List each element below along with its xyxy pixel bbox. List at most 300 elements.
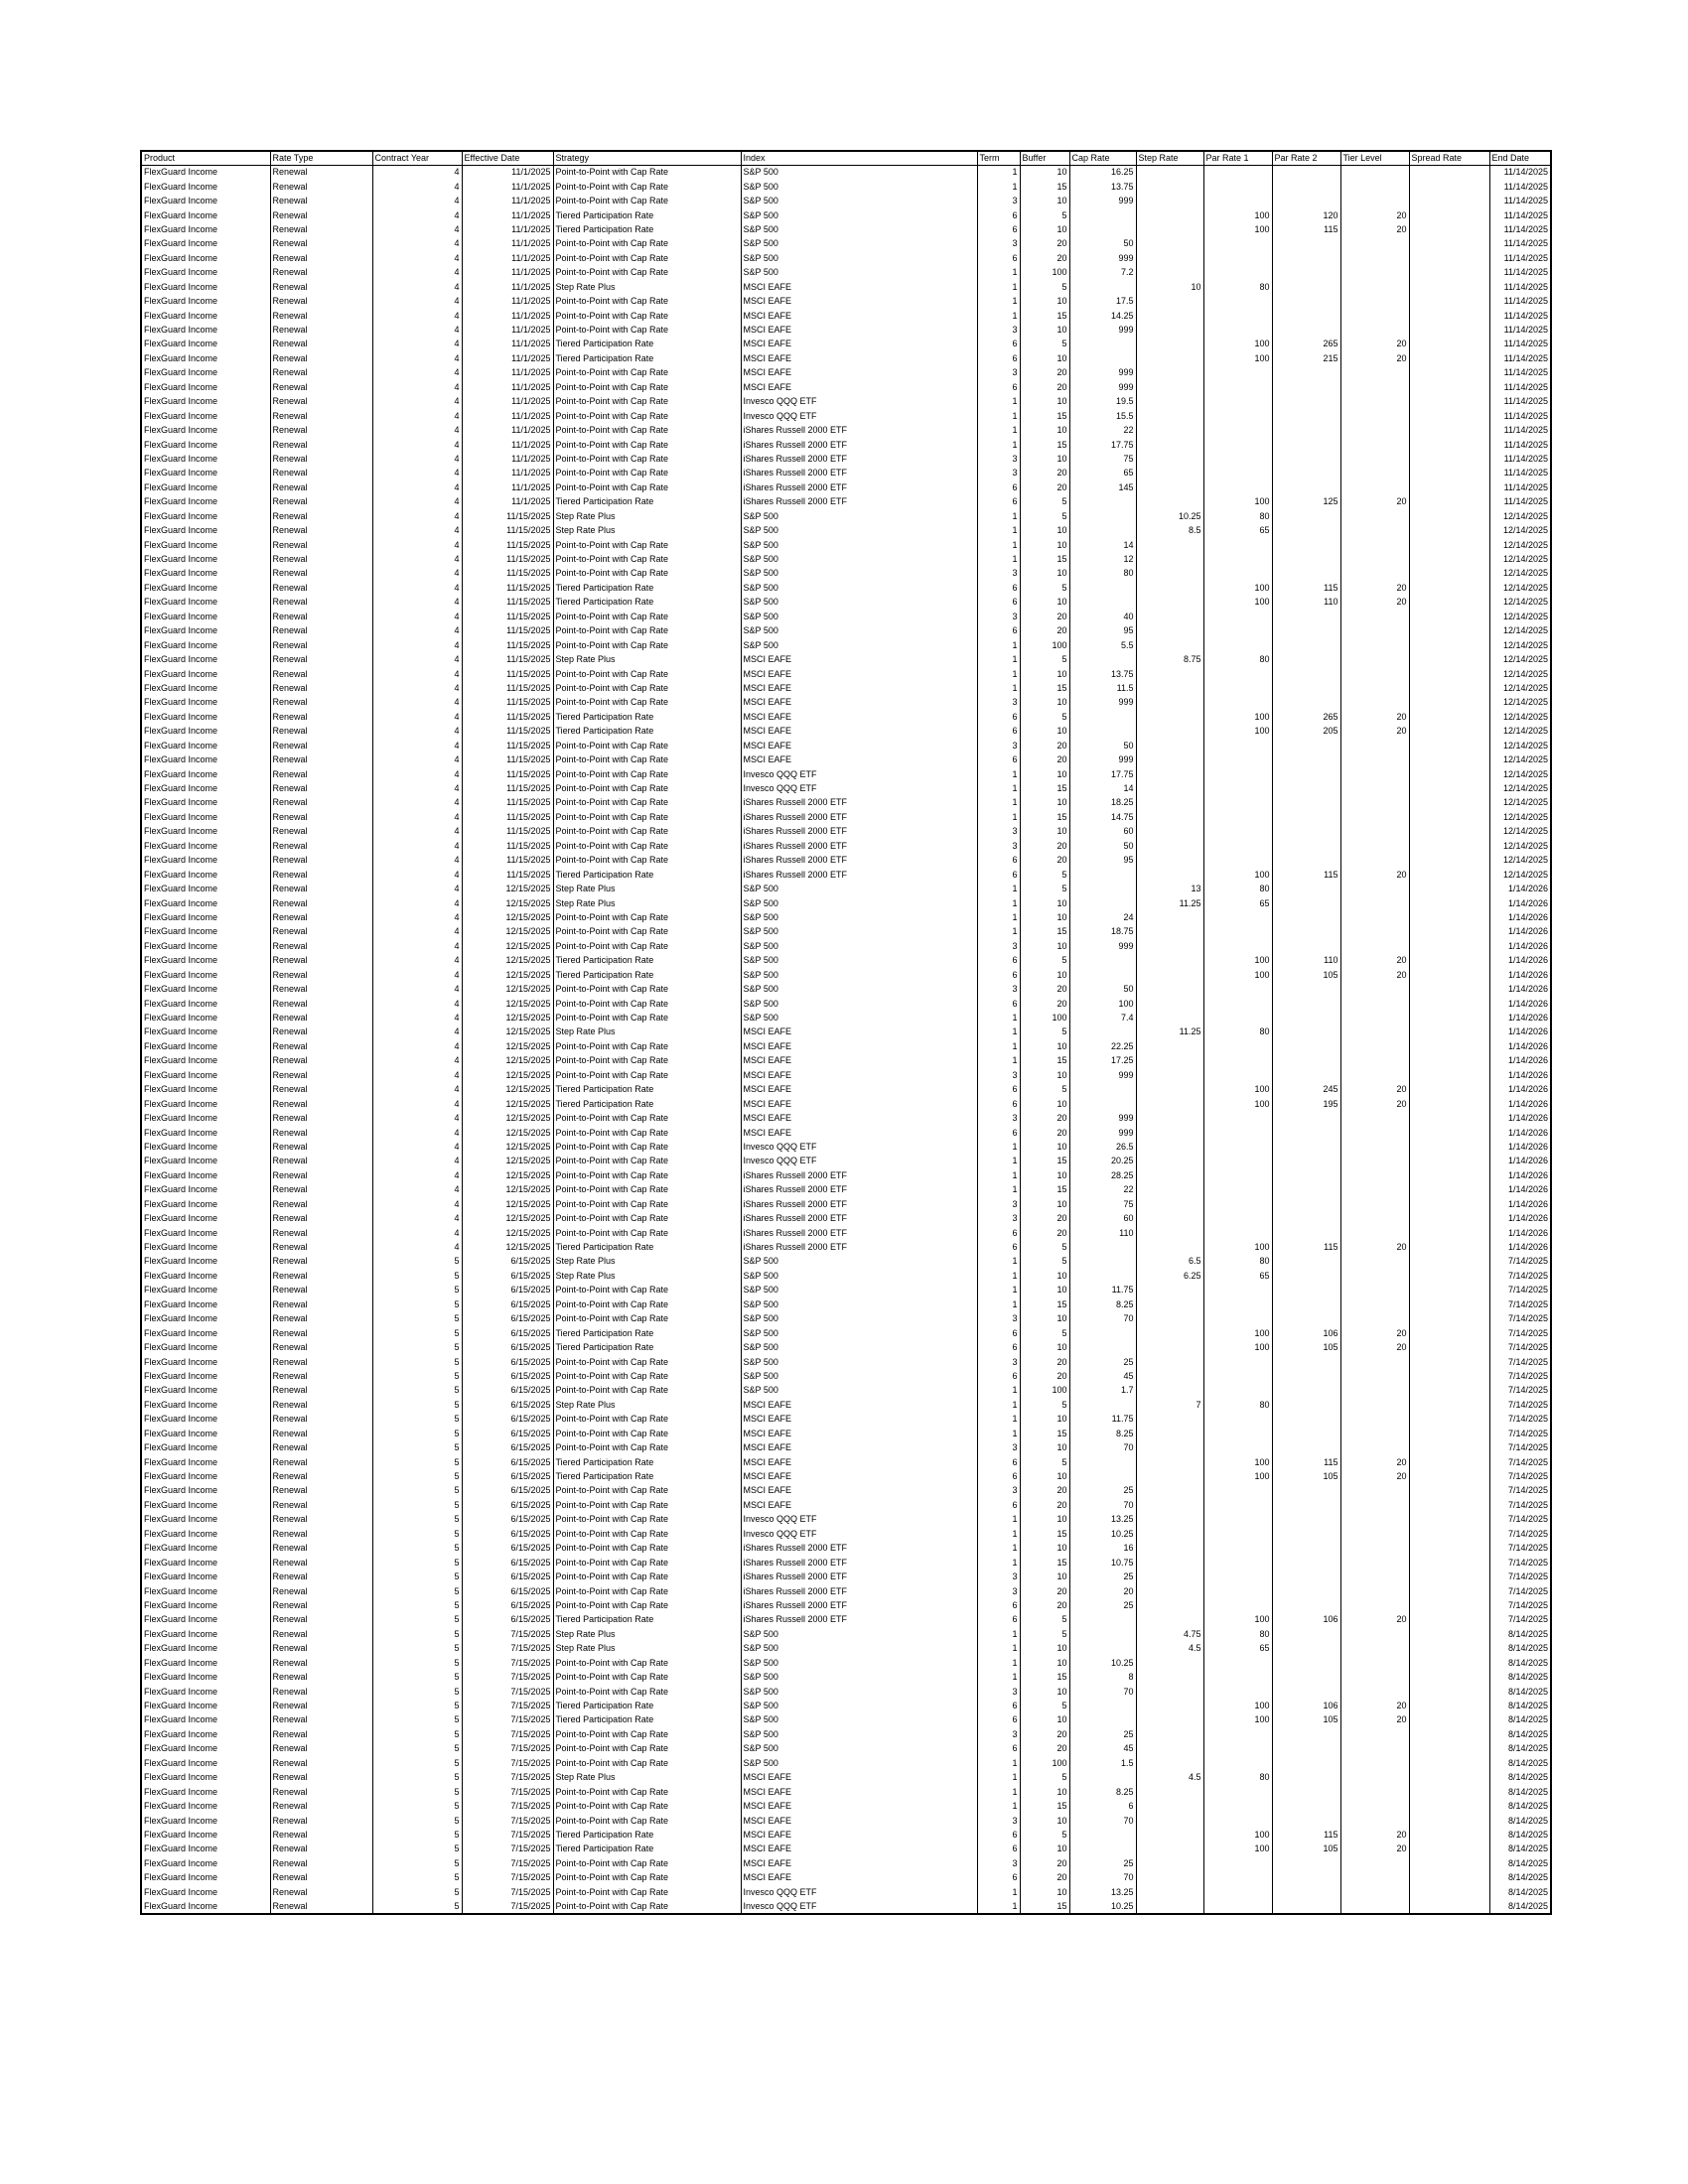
cell-product: FlexGuard Income (141, 452, 270, 466)
cell-tier-level (1340, 395, 1409, 409)
cell-contract-year: 5 (372, 1756, 462, 1770)
table-row (141, 910, 1551, 924)
cell-contract-year: 4 (372, 423, 462, 437)
cell-contract-year: 5 (372, 1570, 462, 1583)
cell-strategy: Point-to-Point with Cap Rate (553, 1742, 741, 1756)
table-row (141, 1111, 1551, 1125)
table-row (141, 423, 1551, 437)
cell-product: FlexGuard Income (141, 495, 270, 509)
cell-strategy: Point-to-Point with Cap Rate (553, 1856, 741, 1870)
table-row (141, 1727, 1551, 1741)
cell-buffer: 10 (1020, 1656, 1069, 1670)
cell-cap-rate: 50 (1069, 982, 1136, 996)
cell-tier-level (1340, 1856, 1409, 1870)
cell-effective-date: 6/15/2025 (462, 1455, 553, 1469)
cell-spread-rate (1409, 409, 1489, 423)
cell-term: 1 (977, 1025, 1020, 1039)
cell-step-rate (1136, 1685, 1203, 1699)
cell-tier-level (1340, 380, 1409, 394)
cell-tier-level (1340, 166, 1409, 180)
cell-effective-date: 11/15/2025 (462, 624, 553, 638)
cell-par-rate-1 (1203, 1542, 1272, 1556)
cell-par-rate-1 (1203, 1556, 1272, 1570)
cell-term: 6 (977, 1126, 1020, 1140)
cell-effective-date: 6/15/2025 (462, 1326, 553, 1340)
cell-cap-rate (1069, 495, 1136, 509)
cell-buffer: 10 (1020, 1197, 1069, 1211)
cell-term: 6 (977, 1469, 1020, 1483)
cell-end-date: 11/14/2025 (1489, 495, 1551, 509)
cell-end-date: 8/14/2025 (1489, 1814, 1551, 1828)
cell-term: 1 (977, 1255, 1020, 1269)
cell-contract-year: 5 (372, 1556, 462, 1570)
cell-product: FlexGuard Income (141, 1713, 270, 1727)
cell-strategy: Point-to-Point with Cap Rate (553, 1685, 741, 1699)
cell-term: 1 (977, 796, 1020, 810)
cell-par-rate-1 (1203, 1355, 1272, 1369)
cell-par-rate-1 (1203, 1054, 1272, 1068)
cell-spread-rate (1409, 1627, 1489, 1641)
cell-buffer: 5 (1020, 1083, 1069, 1097)
cell-contract-year: 4 (372, 1097, 462, 1111)
cell-buffer: 10 (1020, 796, 1069, 810)
cell-contract-year: 4 (372, 366, 462, 380)
cell-par-rate-1 (1203, 409, 1272, 423)
cell-cap-rate: 13.75 (1069, 180, 1136, 194)
table-row (141, 523, 1551, 537)
cell-rate-type: Renewal (270, 495, 372, 509)
cell-buffer: 20 (1020, 1484, 1069, 1498)
cell-tier-level (1340, 1155, 1409, 1168)
cell-step-rate (1136, 480, 1203, 494)
cell-index: S&P 500 (741, 925, 977, 939)
cell-effective-date: 11/1/2025 (462, 480, 553, 494)
cell-index: iShares Russell 2000 ETF (741, 1226, 977, 1240)
cell-step-rate (1136, 1699, 1203, 1712)
cell-rate-type: Renewal (270, 1284, 372, 1297)
cell-rate-type: Renewal (270, 1843, 372, 1856)
cell-strategy: Tiered Participation Rate (553, 1326, 741, 1340)
cell-strategy: Point-to-Point with Cap Rate (553, 1183, 741, 1197)
cell-strategy: Point-to-Point with Cap Rate (553, 681, 741, 695)
cell-rate-type: Renewal (270, 825, 372, 839)
cell-buffer: 20 (1020, 624, 1069, 638)
cell-step-rate (1136, 1284, 1203, 1297)
cell-product: FlexGuard Income (141, 968, 270, 982)
cell-spread-rate (1409, 825, 1489, 839)
cell-cap-rate (1069, 1699, 1136, 1712)
cell-term: 1 (977, 910, 1020, 924)
cell-contract-year: 5 (372, 1899, 462, 1913)
cell-product: FlexGuard Income (141, 596, 270, 610)
cell-tier-level (1340, 1785, 1409, 1799)
cell-par-rate-2 (1272, 1269, 1340, 1283)
cell-par-rate-1: 100 (1203, 1843, 1272, 1856)
cell-cap-rate: 17.75 (1069, 767, 1136, 781)
cell-effective-date: 11/1/2025 (462, 366, 553, 380)
cell-rate-type: Renewal (270, 1685, 372, 1699)
cell-cap-rate (1069, 338, 1136, 351)
cell-end-date: 11/14/2025 (1489, 366, 1551, 380)
cell-strategy: Step Rate Plus (553, 896, 741, 910)
cell-product: FlexGuard Income (141, 1584, 270, 1598)
cell-buffer: 10 (1020, 725, 1069, 739)
cell-par-rate-1 (1203, 1871, 1272, 1885)
cell-spread-rate (1409, 208, 1489, 222)
cell-strategy: Tiered Participation Rate (553, 222, 741, 236)
cell-spread-rate (1409, 868, 1489, 882)
cell-end-date: 12/14/2025 (1489, 552, 1551, 566)
cell-spread-rate (1409, 1469, 1489, 1483)
cell-par-rate-1: 80 (1203, 1025, 1272, 1039)
cell-tier-level (1340, 1527, 1409, 1541)
cell-step-rate (1136, 1828, 1203, 1842)
cell-step-rate (1136, 166, 1203, 180)
cell-end-date: 8/14/2025 (1489, 1742, 1551, 1756)
cell-end-date: 8/14/2025 (1489, 1828, 1551, 1842)
cell-product: FlexGuard Income (141, 1527, 270, 1541)
cell-contract-year: 4 (372, 294, 462, 308)
table-row (141, 696, 1551, 710)
cell-spread-rate (1409, 1398, 1489, 1412)
cell-spread-rate (1409, 1039, 1489, 1053)
cell-par-rate-1: 100 (1203, 710, 1272, 724)
cell-contract-year: 4 (372, 409, 462, 423)
cell-contract-year: 5 (372, 1284, 462, 1297)
cell-cap-rate (1069, 968, 1136, 982)
cell-buffer: 15 (1020, 1155, 1069, 1168)
cell-rate-type: Renewal (270, 954, 372, 968)
cell-rate-type: Renewal (270, 1814, 372, 1828)
cell-tier-level (1340, 925, 1409, 939)
cell-product: FlexGuard Income (141, 638, 270, 652)
cell-end-date: 7/14/2025 (1489, 1556, 1551, 1570)
cell-contract-year: 4 (372, 939, 462, 953)
cell-buffer: 5 (1020, 1255, 1069, 1269)
cell-par-rate-2 (1272, 1727, 1340, 1741)
cell-buffer: 5 (1020, 280, 1069, 294)
cell-index: Invesco QQQ ETF (741, 767, 977, 781)
cell-cap-rate: 12 (1069, 552, 1136, 566)
cell-end-date: 11/14/2025 (1489, 294, 1551, 308)
cell-end-date: 8/14/2025 (1489, 1627, 1551, 1641)
cell-rate-type: Renewal (270, 1513, 372, 1527)
cell-contract-year: 5 (372, 1771, 462, 1785)
cell-step-rate (1136, 667, 1203, 681)
cell-contract-year: 5 (372, 1871, 462, 1885)
cell-buffer: 5 (1020, 509, 1069, 523)
cell-rate-type: Renewal (270, 839, 372, 853)
cell-index: iShares Russell 2000 ETF (741, 810, 977, 824)
cell-contract-year: 4 (372, 652, 462, 666)
cell-step-rate (1136, 1413, 1203, 1427)
cell-term: 6 (977, 1699, 1020, 1712)
cell-cap-rate (1069, 882, 1136, 895)
cell-par-rate-1: 100 (1203, 1340, 1272, 1354)
cell-strategy: Tiered Participation Rate (553, 1613, 741, 1627)
cell-par-rate-1 (1203, 1527, 1272, 1541)
cell-term: 3 (977, 1111, 1020, 1125)
cell-spread-rate (1409, 1269, 1489, 1283)
cell-index: S&P 500 (741, 1369, 977, 1383)
cell-tier-level: 20 (1340, 1083, 1409, 1097)
table-row (141, 968, 1551, 982)
cell-strategy: Step Rate Plus (553, 1255, 741, 1269)
cell-par-rate-2 (1272, 925, 1340, 939)
cell-step-rate (1136, 739, 1203, 752)
cell-cap-rate: 25 (1069, 1727, 1136, 1741)
cell-step-rate (1136, 366, 1203, 380)
cell-step-rate (1136, 1885, 1203, 1899)
cell-par-rate-1 (1203, 423, 1272, 437)
cell-effective-date: 11/15/2025 (462, 581, 553, 595)
cell-step-rate (1136, 351, 1203, 365)
cell-effective-date: 11/1/2025 (462, 423, 553, 437)
cell-tier-level: 20 (1340, 1097, 1409, 1111)
cell-contract-year: 4 (372, 495, 462, 509)
cell-term: 1 (977, 1269, 1020, 1283)
cell-strategy: Point-to-Point with Cap Rate (553, 839, 741, 853)
table-row (141, 1155, 1551, 1168)
cell-end-date: 12/14/2025 (1489, 825, 1551, 839)
cell-step-rate (1136, 1111, 1203, 1125)
cell-contract-year: 4 (372, 338, 462, 351)
cell-par-rate-2: 125 (1272, 495, 1340, 509)
cell-end-date: 11/14/2025 (1489, 266, 1551, 280)
table-row (141, 710, 1551, 724)
cell-rate-type: Renewal (270, 351, 372, 365)
cell-strategy: Point-to-Point with Cap Rate (553, 910, 741, 924)
header-term: Term (977, 151, 1020, 166)
table-row (141, 1126, 1551, 1140)
table-row (141, 1527, 1551, 1541)
cell-index: S&P 500 (741, 997, 977, 1011)
cell-spread-rate (1409, 1155, 1489, 1168)
cell-index: iShares Russell 2000 ETF (741, 480, 977, 494)
cell-product: FlexGuard Income (141, 409, 270, 423)
cell-buffer: 10 (1020, 1440, 1069, 1454)
cell-par-rate-1: 80 (1203, 1398, 1272, 1412)
cell-cap-rate: 999 (1069, 366, 1136, 380)
cell-strategy: Point-to-Point with Cap Rate (553, 1785, 741, 1799)
cell-cap-rate (1069, 596, 1136, 610)
cell-step-rate (1136, 1843, 1203, 1856)
cell-spread-rate (1409, 839, 1489, 853)
cell-tier-level (1340, 1039, 1409, 1053)
cell-par-rate-1 (1203, 610, 1272, 623)
cell-step-rate (1136, 610, 1203, 623)
cell-strategy: Tiered Participation Rate (553, 1713, 741, 1727)
cell-index: Invesco QQQ ETF (741, 1513, 977, 1527)
cell-buffer: 20 (1020, 1355, 1069, 1369)
cell-term: 3 (977, 1685, 1020, 1699)
table-row (141, 868, 1551, 882)
cell-index: MSCI EAFE (741, 1771, 977, 1785)
cell-rate-type: Renewal (270, 1427, 372, 1440)
cell-cap-rate (1069, 1843, 1136, 1856)
cell-buffer: 5 (1020, 1771, 1069, 1785)
cell-term: 3 (977, 982, 1020, 996)
cell-rate-type: Renewal (270, 997, 372, 1011)
cell-index: iShares Russell 2000 ETF (741, 1613, 977, 1627)
cell-index: S&P 500 (741, 567, 977, 581)
cell-cap-rate: 60 (1069, 825, 1136, 839)
header-cap-rate: Cap Rate (1069, 151, 1136, 166)
cell-spread-rate (1409, 1613, 1489, 1627)
cell-par-rate-2 (1272, 1011, 1340, 1024)
cell-spread-rate (1409, 323, 1489, 337)
cell-par-rate-2 (1272, 1670, 1340, 1684)
cell-strategy: Point-to-Point with Cap Rate (553, 982, 741, 996)
cell-buffer: 20 (1020, 1369, 1069, 1383)
cell-strategy: Step Rate Plus (553, 1627, 741, 1641)
cell-contract-year: 4 (372, 925, 462, 939)
cell-contract-year: 4 (372, 1183, 462, 1197)
cell-term: 1 (977, 1413, 1020, 1427)
cell-tier-level (1340, 1269, 1409, 1283)
cell-buffer: 20 (1020, 237, 1069, 251)
cell-par-rate-1 (1203, 1068, 1272, 1082)
table-row (141, 1039, 1551, 1053)
cell-cap-rate: 10.25 (1069, 1527, 1136, 1541)
cell-index: MSCI EAFE (741, 739, 977, 752)
cell-strategy: Step Rate Plus (553, 882, 741, 895)
table-row (141, 1656, 1551, 1670)
cell-index: iShares Russell 2000 ETF (741, 796, 977, 810)
cell-tier-level (1340, 1885, 1409, 1899)
cell-effective-date: 6/15/2025 (462, 1498, 553, 1512)
cell-buffer: 20 (1020, 1211, 1069, 1225)
cell-strategy: Point-to-Point with Cap Rate (553, 1542, 741, 1556)
cell-index: MSCI EAFE (741, 1785, 977, 1799)
cell-product: FlexGuard Income (141, 1871, 270, 1885)
cell-term: 6 (977, 854, 1020, 868)
cell-contract-year: 4 (372, 323, 462, 337)
table-row (141, 1398, 1551, 1412)
cell-buffer: 10 (1020, 1413, 1069, 1427)
cell-contract-year: 5 (372, 1814, 462, 1828)
cell-strategy: Point-to-Point with Cap Rate (553, 438, 741, 452)
cell-par-rate-2: 215 (1272, 351, 1340, 365)
cell-cap-rate: 25 (1069, 1355, 1136, 1369)
cell-index: iShares Russell 2000 ETF (741, 467, 977, 480)
cell-end-date: 8/14/2025 (1489, 1642, 1551, 1656)
cell-par-rate-1 (1203, 1384, 1272, 1398)
cell-spread-rate (1409, 1843, 1489, 1856)
cell-par-rate-2 (1272, 1814, 1340, 1828)
cell-index: S&P 500 (741, 954, 977, 968)
cell-index: S&P 500 (741, 1269, 977, 1283)
cell-spread-rate (1409, 1083, 1489, 1097)
cell-step-rate (1136, 180, 1203, 194)
cell-contract-year: 4 (372, 1054, 462, 1068)
cell-product: FlexGuard Income (141, 1054, 270, 1068)
table-row (141, 1083, 1551, 1097)
cell-product: FlexGuard Income (141, 1011, 270, 1024)
cell-cap-rate: 5.5 (1069, 638, 1136, 652)
cell-term: 1 (977, 1011, 1020, 1024)
cell-step-rate (1136, 1211, 1203, 1225)
cell-tier-level (1340, 1484, 1409, 1498)
table-row (141, 997, 1551, 1011)
cell-strategy: Tiered Participation Rate (553, 1455, 741, 1469)
cell-par-rate-2 (1272, 1799, 1340, 1813)
cell-contract-year: 5 (372, 1727, 462, 1741)
cell-buffer: 10 (1020, 1785, 1069, 1799)
cell-buffer: 5 (1020, 882, 1069, 895)
cell-par-rate-1: 100 (1203, 1613, 1272, 1627)
cell-end-date: 11/14/2025 (1489, 351, 1551, 365)
cell-contract-year: 4 (372, 1068, 462, 1082)
cell-effective-date: 7/15/2025 (462, 1727, 553, 1741)
cell-end-date: 1/14/2026 (1489, 1168, 1551, 1182)
cell-index: S&P 500 (741, 1642, 977, 1656)
table-row (141, 925, 1551, 939)
cell-effective-date: 11/1/2025 (462, 251, 553, 265)
cell-tier-level (1340, 1255, 1409, 1269)
cell-cap-rate: 13.25 (1069, 1513, 1136, 1527)
cell-step-rate (1136, 1670, 1203, 1684)
cell-buffer: 5 (1020, 1025, 1069, 1039)
cell-rate-type: Renewal (270, 1384, 372, 1398)
cell-effective-date: 7/15/2025 (462, 1713, 553, 1727)
cell-par-rate-1: 80 (1203, 509, 1272, 523)
cell-contract-year: 4 (372, 825, 462, 839)
cell-par-rate-2 (1272, 739, 1340, 752)
cell-par-rate-2 (1272, 1369, 1340, 1383)
cell-tier-level (1340, 1226, 1409, 1240)
cell-rate-type: Renewal (270, 1785, 372, 1799)
cell-effective-date: 11/1/2025 (462, 395, 553, 409)
cell-spread-rate (1409, 1240, 1489, 1254)
table-row (141, 1642, 1551, 1656)
cell-step-rate: 4.5 (1136, 1642, 1203, 1656)
cell-strategy: Step Rate Plus (553, 1025, 741, 1039)
cell-term: 3 (977, 323, 1020, 337)
cell-term: 1 (977, 1542, 1020, 1556)
cell-product: FlexGuard Income (141, 1542, 270, 1556)
cell-cap-rate: 7.4 (1069, 1011, 1136, 1024)
cell-effective-date: 11/15/2025 (462, 825, 553, 839)
cell-end-date: 7/14/2025 (1489, 1284, 1551, 1297)
cell-step-rate (1136, 1484, 1203, 1498)
cell-par-rate-1 (1203, 1899, 1272, 1913)
cell-spread-rate (1409, 366, 1489, 380)
cell-strategy: Point-to-Point with Cap Rate (553, 194, 741, 207)
cell-step-rate (1136, 1513, 1203, 1527)
cell-product: FlexGuard Income (141, 954, 270, 968)
cell-cap-rate (1069, 581, 1136, 595)
cell-strategy: Point-to-Point with Cap Rate (553, 610, 741, 623)
cell-step-rate (1136, 1498, 1203, 1512)
table-row (141, 1498, 1551, 1512)
cell-tier-level: 20 (1340, 868, 1409, 882)
cell-term: 1 (977, 1140, 1020, 1154)
cell-strategy: Point-to-Point with Cap Rate (553, 180, 741, 194)
cell-contract-year: 4 (372, 1211, 462, 1225)
cell-par-rate-1: 80 (1203, 1255, 1272, 1269)
cell-tier-level (1340, 194, 1409, 207)
cell-spread-rate (1409, 1384, 1489, 1398)
cell-par-rate-1 (1203, 781, 1272, 795)
cell-par-rate-1 (1203, 480, 1272, 494)
cell-step-rate (1136, 208, 1203, 222)
cell-effective-date: 12/15/2025 (462, 1211, 553, 1225)
cell-index: S&P 500 (741, 523, 977, 537)
cell-spread-rate (1409, 1312, 1489, 1326)
cell-end-date: 11/14/2025 (1489, 222, 1551, 236)
cell-tier-level (1340, 1542, 1409, 1556)
